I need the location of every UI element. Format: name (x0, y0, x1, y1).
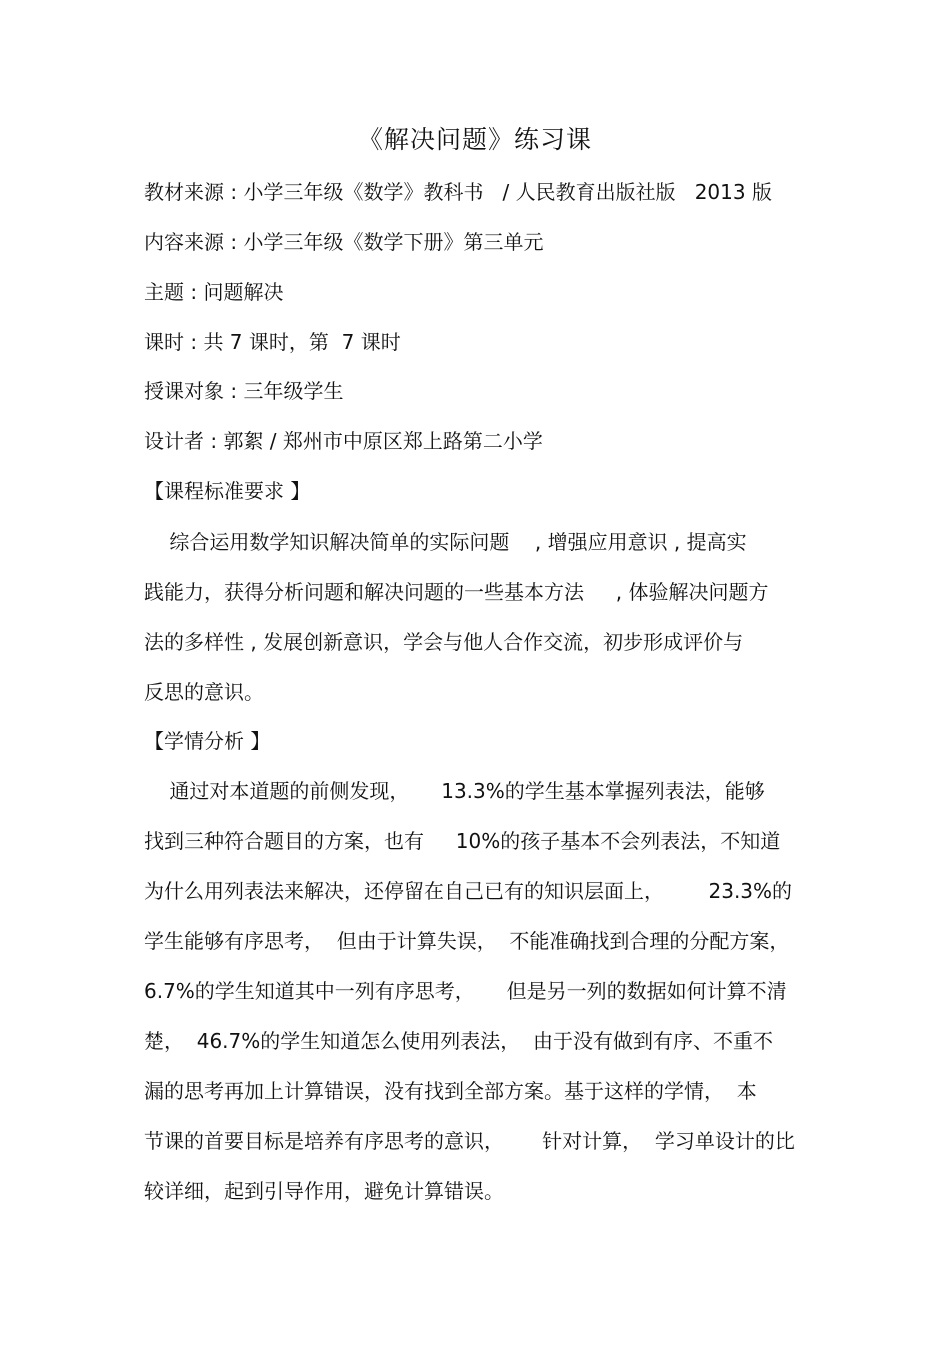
paragraph-line: 通过对本道题的前侧发现， 13.3%的学生基本掌握列表法，能够 (144, 779, 765, 803)
textbook-source: 教材来源 : 小学三年级《数学》教科书 / 人民教育出版社版 2013 版 (144, 180, 772, 204)
paragraph-line: 为什么用列表法来解决，还停留在自己已有的知识层面上， 23.3%的 (144, 879, 793, 903)
designer-line: 设计者 : 郭絮 / 郑州市中原区郑上路第二小学 (144, 429, 543, 453)
paragraph-line: 较详细，起到引导作用，避免计算错误。 (144, 1179, 504, 1203)
paragraph-line: 找到三种符合题目的方案，也有 10%的孩子基本不会列表法，不知道 (144, 829, 781, 853)
analysis-paragraph (144, 776, 804, 1226)
document-title: 《解决问题》练习课 (357, 125, 592, 154)
paragraph-line: 6.7%的学生知道其中一列有序思考， 但是另一列的数据如何计算不清 (144, 979, 787, 1003)
paragraph-line: 反思的意识。 (144, 680, 264, 704)
paragraph-line: 漏的思考再加上计算错误，没有找到全部方案。基于这样的学情， 本 (144, 1079, 757, 1103)
standards-paragraph (144, 527, 804, 727)
paragraph-line: 践能力，获得分析问题和解决问题的一些基本方法 , 体验解决问题方 (144, 580, 769, 604)
analysis-heading: 【学情分析 】 (144, 729, 271, 753)
paragraph-line: 法的多样性 , 发展创新意识，学会与他人合作交流，初步形成评价与 (144, 630, 744, 654)
paragraph-line: 节课的首要目标是培养有序思考的意识， 针对计算， 学习单设计的比 (144, 1129, 795, 1153)
class-period: 课时 : 共 7 课时，第 7 课时 (144, 330, 401, 354)
standards-heading: 【课程标准要求 】 (144, 479, 311, 503)
paragraph-line: 学生能够有序思考， 但由于计算失误， 不能准确找到合理的分配方案， (144, 929, 790, 953)
topic-line: 主题 : 问题解决 (144, 280, 284, 304)
content-source: 内容来源 : 小学三年级《数学下册》第三单元 (144, 230, 544, 254)
paragraph-line: 楚， 46.7%的学生知道怎么使用列表法， 由于没有做到有序、不重不 (144, 1029, 773, 1053)
target-audience: 授课对象 : 三年级学生 (144, 379, 344, 403)
paragraph-line: 综合运用数学知识解决简单的实际问题 , 增强应用意识 , 提高实 (144, 530, 747, 554)
